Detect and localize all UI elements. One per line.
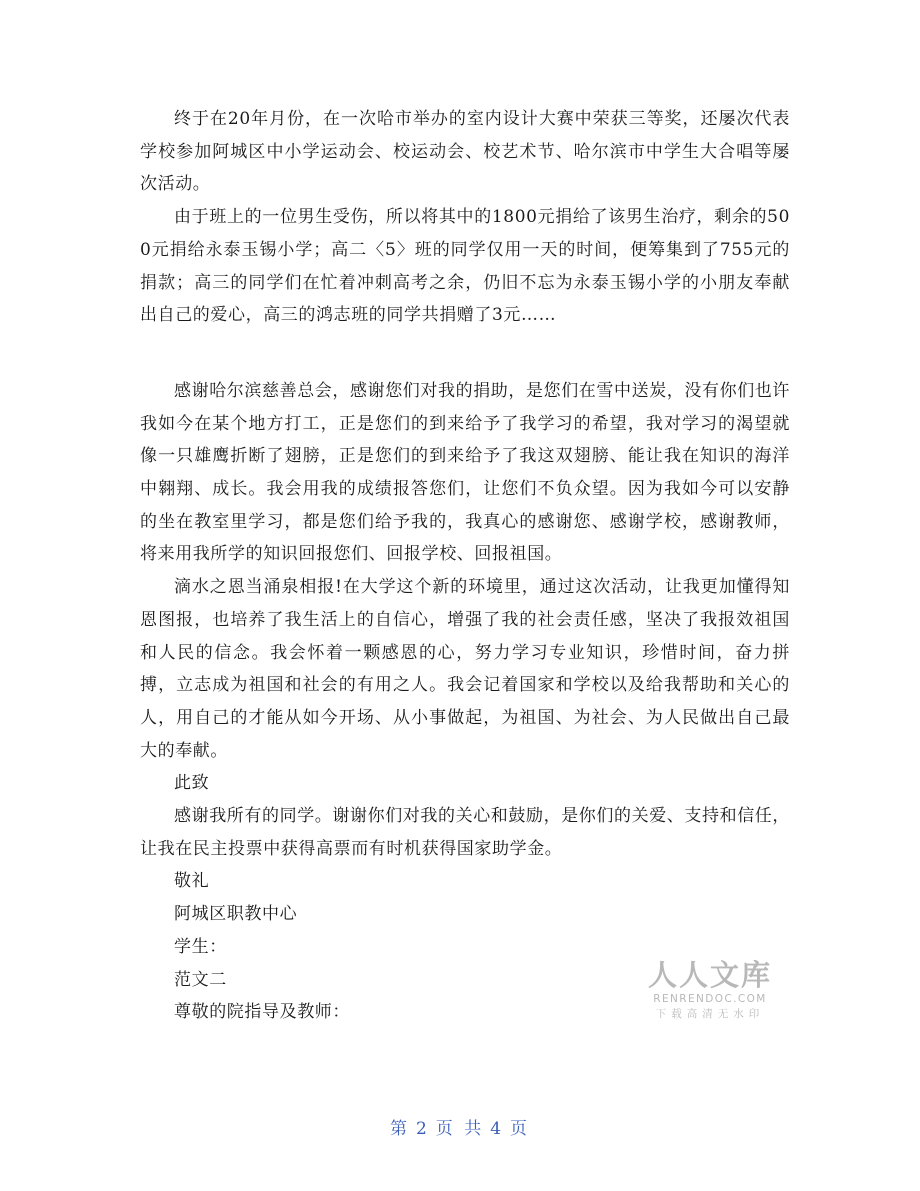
greeting-line: 尊敬的院指导及教师： — [174, 1002, 350, 1023]
page-label-suffix: 页 — [510, 1119, 531, 1139]
salutation-cizhi: 此致 — [174, 773, 210, 794]
document-body — [140, 103, 790, 1029]
page-label-prefix: 第 — [389, 1119, 410, 1139]
paragraph-spacer — [140, 332, 790, 375]
page-footer — [0, 1114, 920, 1139]
watermark-logo — [645, 958, 775, 1022]
watermark-subtitle: 下载高清无水印 — [655, 1008, 765, 1020]
watermark-domain: RENRENDOC.COM — [653, 993, 767, 1005]
paragraph-thanks-classmates: 感谢我所有的同学。谢谢你们对我的关心和鼓励，是你们的关爱、支持和信任，让我在民主投票中获得高票而有时机获得国家助学金。 — [140, 806, 790, 859]
signature-school: 阿城区职教中心 — [174, 904, 298, 925]
watermark-title: 人人文库 — [647, 958, 772, 992]
current-page-number: 2 — [415, 1119, 430, 1139]
paragraph-award: 终于在20年月份，在一次哈市举办的室内设计大赛中荣获三等奖，还屡次代表学校参加阿城区中小学运动会、校运动会、校艺术节、哈尔滨市中学生大合唱等屡次活动。 — [140, 109, 790, 195]
section-heading-sample-two: 范文二 — [174, 969, 227, 990]
paragraph-thanks-charity: 感谢哈尔滨慈善总会，感谢您们对我的捐助，是您们在雪中送炭，没有你们也许我如今在某个地方打工，正是您们的到来给予了我学习的希望，我对学习的渴望就像一只雄鹰折断了翅膀，正是您们的到来给予了我这双翅膀、能让我在知识的海洋中翱翔、成长。我会用我的成绩报答您们，让您们不负众望。因为我如今可以安静的坐在教室里学习，都是您们给予我的，我真心的感谢您、感谢学校，感谢教师，将来用我所学的知识回报您们、回报学校、回报祖国。 — [140, 380, 790, 565]
page-label-middle: 页 共 — [435, 1119, 485, 1139]
total-pages-number: 4 — [490, 1119, 505, 1139]
salutation-jingli: 敬礼 — [174, 871, 210, 892]
signature-student: 学生： — [174, 936, 227, 957]
paragraph-gratitude: 滴水之恩当涌泉相报!在大学这个新的环境里，通过这次活动，让我更加懂得知恩图报，也培养了我生活上的自信心，增强了我的社会责任感，坚决了我报效祖国和人民的信念。我会怀着一颗感恩的心，努力学习专业知识，珍惜时间，奋力拼搏，立志成为祖国和社会的有用之人。我会记着国家和学校以及给我帮助和关心的人，用自己的才能从如今开场、从小事做起，为祖国、为社会、为人民做出自己最大的奉献。 — [140, 577, 790, 761]
paragraph-donation: 由于班上的一位男生受伤，所以将其中的1800元捐给了该男生治疗，剩余的500元捐给永泰玉锡小学；高二〈5〉班的同学仅用一天的时间，便筹集到了755元的捐款；高三的同学们在忙着冲刺高考之余，仍旧不忘为永泰玉锡小学的小朋友奉献出自己的爱心，高三的鸿志班的同学共捐赠了3元…… — [140, 207, 790, 326]
